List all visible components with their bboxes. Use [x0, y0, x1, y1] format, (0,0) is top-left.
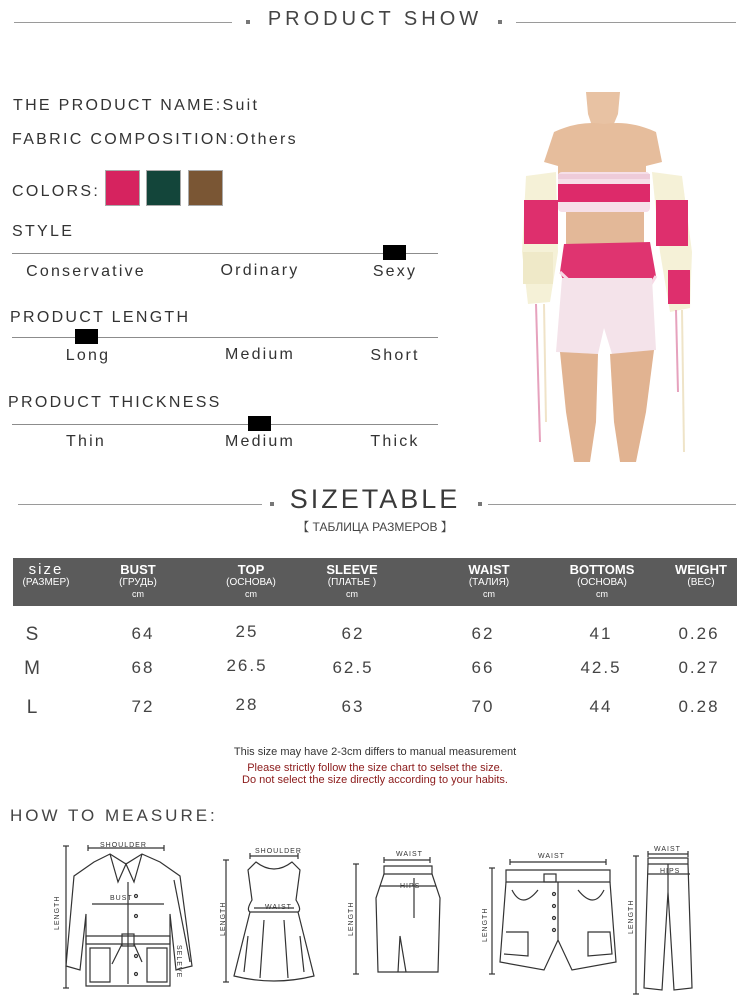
header-dot-right	[498, 20, 502, 24]
col-sleeve-label: SLEEVE	[326, 562, 378, 577]
col-waist-label: WAIST	[468, 562, 510, 577]
color-swatch-brown[interactable]	[188, 170, 223, 206]
thickness-option-thick: Thick	[370, 433, 420, 450]
product-photo	[500, 92, 708, 470]
cell-sleeve: 62	[341, 624, 365, 643]
jacket-shoulder-label: SHOULDER	[100, 842, 147, 849]
col-top-unit: cm	[245, 589, 257, 599]
col-top-label: TOP	[237, 562, 265, 577]
col-top	[211, 558, 291, 599]
thickness-title: PRODUCT THICKNESS	[8, 394, 222, 411]
col-top-ru: (ОСНОВА)	[226, 577, 276, 588]
thickness-option-thin: Thin	[66, 433, 106, 450]
cell-weight: 0.28	[678, 697, 720, 716]
style-title: STYLE	[12, 223, 75, 240]
pants-waist-label: WAIST	[654, 846, 681, 853]
cell-bottoms: 42.5	[580, 658, 622, 677]
style-option-sexy: Sexy	[372, 263, 418, 280]
sizetable-rule-right	[488, 504, 736, 505]
cell-top: 28	[235, 695, 259, 714]
style-option-conservative: Conservative	[26, 263, 146, 280]
col-weight-ru: (ВЕС)	[687, 577, 715, 588]
thickness-option-medium: Medium	[224, 433, 296, 450]
how-to-measure-title: HOW TO MEASURE:	[10, 806, 218, 825]
product-name: THE PRODUCT NAME:Suit	[13, 97, 260, 114]
col-bottoms	[561, 558, 643, 599]
style-scale-line	[12, 253, 438, 254]
skirt-diagram	[344, 848, 444, 988]
dress-waist-label: WAIST	[265, 904, 292, 911]
cell-waist: 66	[471, 658, 495, 677]
measurement-note: This size may have 2-3cm differs to manual measurement	[233, 746, 517, 758]
fabric-composition: FABRIC COMPOSITION:Others	[12, 131, 298, 148]
col-bust-label: BUST	[120, 562, 156, 577]
cell-waist: 62	[471, 624, 495, 643]
length-option-medium: Medium	[224, 346, 296, 363]
col-bottoms-label: BOTTOMS	[569, 562, 635, 577]
dress-diagram	[218, 846, 328, 986]
col-bottoms-ru: (ОСНОВА)	[577, 577, 627, 588]
dress-length-label: LENGTH	[220, 901, 227, 936]
col-sleeve	[311, 558, 393, 599]
cell-weight: 0.26	[678, 624, 720, 643]
col-waist-ru: (ТАЛИЯ)	[468, 577, 510, 588]
color-swatch-green[interactable]	[146, 170, 181, 206]
cell-size: L	[26, 697, 40, 718]
style-option-ordinary: Ordinary	[220, 262, 300, 279]
shorts-diagram	[478, 850, 618, 980]
thickness-scale-marker	[248, 416, 271, 431]
length-scale-marker	[75, 329, 98, 344]
cell-bust: 72	[131, 697, 155, 716]
cell-weight: 0.27	[678, 658, 720, 677]
shorts-length-label: LENGTH	[482, 907, 489, 942]
col-waist-unit: cm	[483, 589, 495, 599]
page-title: PRODUCT SHOW	[267, 8, 483, 30]
col-bottoms-unit: cm	[596, 589, 608, 599]
skirt-length-label: LENGTH	[348, 901, 355, 936]
skirt-waist-label: WAIST	[396, 851, 423, 858]
dress-shoulder-label: SHOULDER	[255, 848, 302, 855]
length-title: PRODUCT LENGTH	[10, 309, 191, 326]
jacket-length-label: LENGTH	[54, 895, 61, 930]
col-size	[13, 558, 79, 589]
col-sleeve-ru: (ПЛАТЬЕ )	[327, 577, 377, 588]
length-option-short: Short	[370, 347, 420, 364]
colors-label: COLORS:	[12, 183, 101, 200]
sizetable-dot-right	[478, 502, 482, 506]
cell-bottoms: 44	[589, 697, 613, 716]
col-sleeve-unit: cm	[346, 589, 358, 599]
col-bust	[98, 558, 178, 599]
col-size-ru: (РАЗМЕР)	[22, 577, 70, 588]
cell-size: M	[24, 658, 42, 679]
cell-bottoms: 41	[589, 624, 613, 643]
warning-note-1: Please strictly follow the size chart to selset the size.	[247, 762, 503, 774]
shorts-waist-label: WAIST	[538, 853, 565, 860]
col-weight	[665, 558, 737, 589]
cell-waist: 70	[471, 697, 495, 716]
col-waist	[449, 558, 529, 599]
jacket-sleeve-label[interactable]: SELEVE	[175, 945, 182, 979]
sizetable-subtitle: 【 ТАБЛИЦА РАЗМЕРОВ 】	[297, 520, 453, 534]
pants-length-label: LENGTH	[628, 899, 635, 934]
color-swatch-pink[interactable]	[105, 170, 140, 206]
cell-sleeve: 63	[341, 697, 365, 716]
header-rule-right	[516, 22, 736, 23]
cell-bust: 64	[131, 624, 155, 643]
col-weight-label: WEIGHT	[675, 562, 727, 577]
cell-top: 26.5	[226, 656, 268, 675]
jacket-bust-label: BUST	[110, 895, 133, 902]
cell-size: S	[25, 624, 41, 645]
thickness-scale-line	[12, 424, 438, 425]
cell-bust: 68	[131, 658, 155, 677]
warning-note-2: Do not select the size directly according to your habits.	[242, 774, 508, 786]
sizetable-title: SIZETABLE	[289, 484, 461, 514]
cell-top: 25	[235, 622, 259, 641]
cell-sleeve: 62.5	[332, 658, 374, 677]
pants-hips-label: HIPS	[660, 868, 681, 875]
col-bust-unit: cm	[132, 589, 144, 599]
style-scale-marker	[383, 245, 406, 260]
size-table-header	[13, 558, 737, 606]
col-bust-ru: (ГРУДЬ)	[119, 577, 157, 588]
skirt-hips-label: HIPS	[400, 883, 421, 890]
length-option-long: Long	[65, 347, 111, 364]
col-size-label: size	[28, 561, 64, 578]
